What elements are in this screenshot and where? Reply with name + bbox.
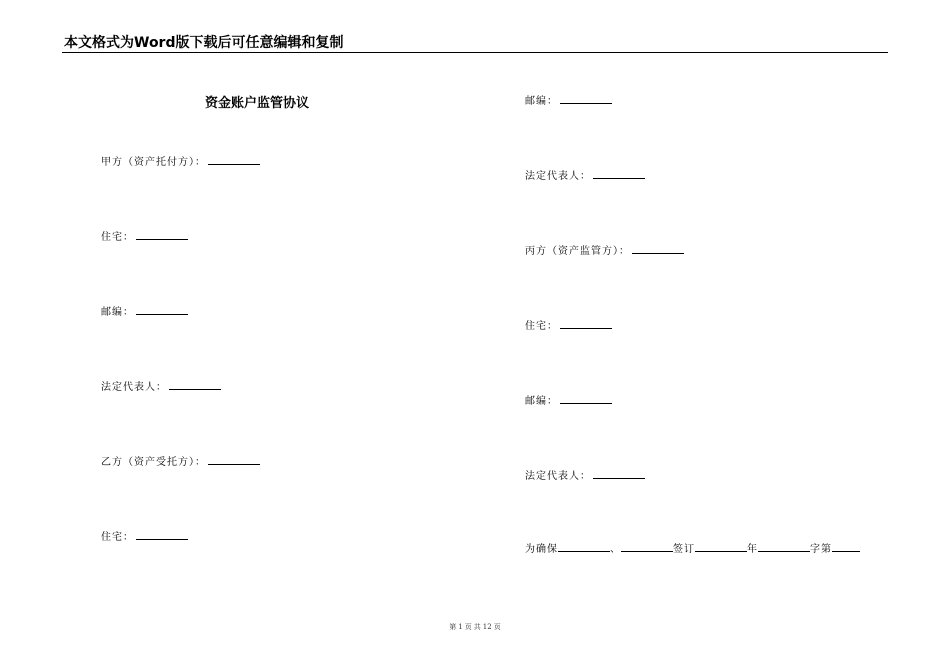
field-label: 邮编： xyxy=(525,96,558,107)
sentence-text: 字第 xyxy=(810,544,832,555)
page-footer xyxy=(0,622,950,632)
fill-in-blank xyxy=(632,243,684,254)
party-b-address-field xyxy=(101,529,188,545)
footer-text: 页 xyxy=(464,623,472,631)
header-divider xyxy=(62,52,888,53)
fill-in-blank xyxy=(758,541,810,552)
footer-text: 页 xyxy=(493,623,501,631)
field-label: 法定代表人： xyxy=(525,471,591,482)
fill-in-blank xyxy=(208,454,260,465)
sentence-text: 为确保 xyxy=(525,544,558,555)
fill-in-blank xyxy=(593,468,645,479)
field-label: 住宅： xyxy=(101,232,134,243)
field-label: 法定代表人： xyxy=(525,171,591,182)
party-a-field xyxy=(101,154,260,170)
sentence-text: 年 xyxy=(747,544,758,555)
fill-in-blank xyxy=(560,318,612,329)
fill-in-blank xyxy=(208,154,260,165)
field-label: 住宅： xyxy=(101,532,134,543)
fill-in-blank xyxy=(169,379,221,390)
party-b-field xyxy=(101,454,260,470)
party-c-field xyxy=(525,243,684,259)
party-c-representative-field xyxy=(525,468,645,484)
party-b-postcode-field xyxy=(525,93,612,109)
sentence-text: 签订 xyxy=(673,544,695,555)
fill-in-blank xyxy=(832,541,860,552)
field-label: 甲方（资产托付方）： xyxy=(101,157,206,168)
party-a-address-field xyxy=(101,229,188,245)
fill-in-blank xyxy=(593,168,645,179)
document-title: 资金账户监管协议 xyxy=(205,96,310,111)
field-label: 邮编： xyxy=(101,307,134,318)
party-c-postcode-field xyxy=(525,393,612,409)
footer-text: 共 xyxy=(473,623,481,631)
fill-in-blank xyxy=(136,529,188,540)
field-label: 住宅： xyxy=(525,321,558,332)
fill-in-blank xyxy=(136,304,188,315)
fill-in-blank xyxy=(560,393,612,404)
fill-in-blank xyxy=(621,541,673,552)
current-page-number: 1 xyxy=(458,623,463,631)
field-label: 法定代表人： xyxy=(101,382,167,393)
field-label: 邮编： xyxy=(525,396,558,407)
party-b-representative-field xyxy=(525,168,645,184)
field-label: 丙方（资产监管方）： xyxy=(525,246,630,257)
header-banner: 本文格式为Word版下载后可任意编辑和复制 xyxy=(64,35,344,51)
party-a-representative-field xyxy=(101,379,221,395)
sentence-text: 、 xyxy=(610,544,621,555)
fill-in-blank xyxy=(136,229,188,240)
fill-in-blank xyxy=(558,541,610,552)
total-page-count: 12 xyxy=(482,623,492,631)
field-label: 乙方（资产受托方）： xyxy=(101,457,206,468)
fill-in-blank xyxy=(560,93,612,104)
footer-text: 第 xyxy=(449,623,457,631)
party-c-address-field xyxy=(525,318,612,334)
party-a-postcode-field xyxy=(101,304,188,320)
closing-sentence xyxy=(525,541,860,557)
fill-in-blank xyxy=(695,541,747,552)
